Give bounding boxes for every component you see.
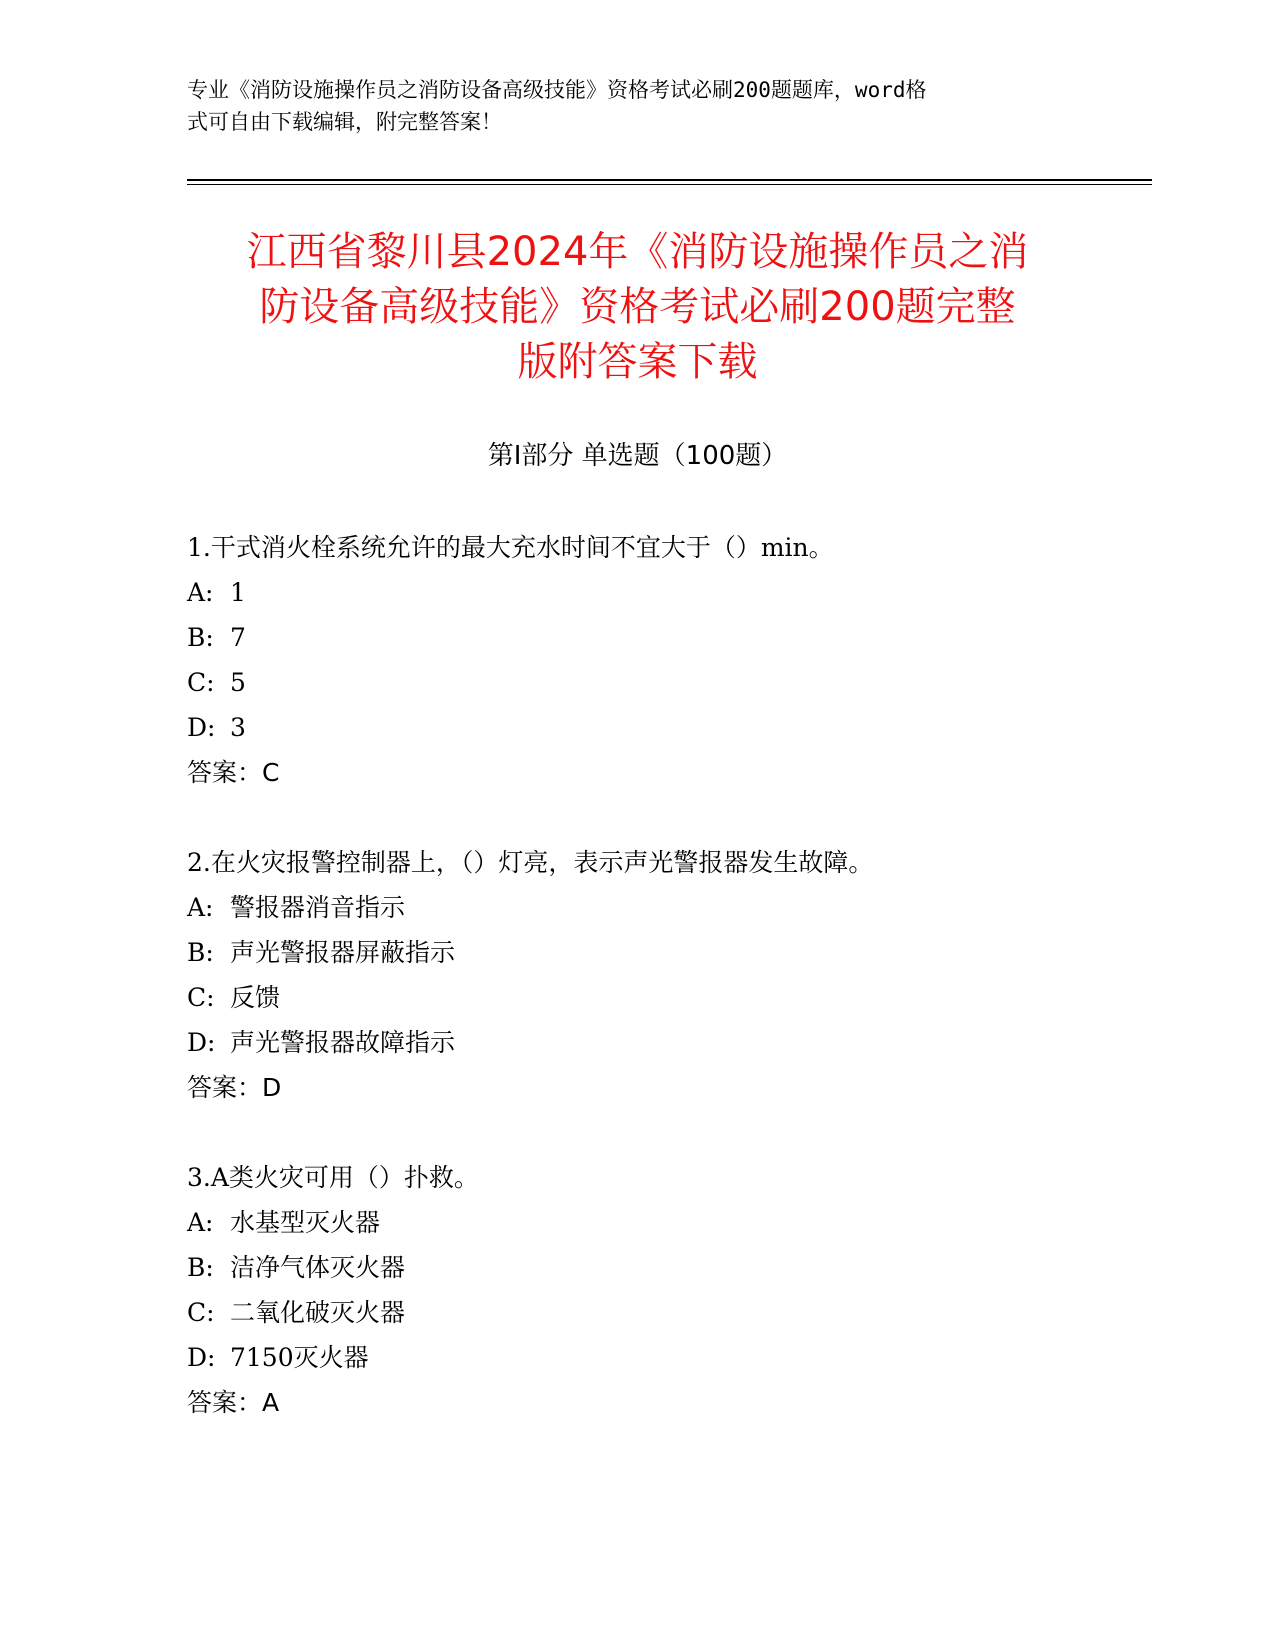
option-letter: A: xyxy=(187,1208,214,1237)
header-divider-thin xyxy=(187,184,1152,185)
option-text: 反馈 xyxy=(230,983,281,1012)
question-text: 1.干式消火栓系统允许的最大充水时间不宜大于（）min。 xyxy=(187,533,834,562)
option-letter: C: xyxy=(187,983,215,1012)
option-b xyxy=(187,1245,1147,1290)
option-c xyxy=(187,975,1147,1020)
answer-line: 答案：D xyxy=(187,1073,282,1102)
title-line-2: 防设备高级技能》资格考试必刷200题完整 xyxy=(259,284,1016,330)
option-letter: D: xyxy=(187,1028,216,1057)
option-d xyxy=(187,705,1147,750)
option-letter: A: xyxy=(187,893,214,922)
option-d xyxy=(187,1335,1147,1380)
header-note-line-1: 专业《消防设施操作员之消防设备高级技能》资格考试必刷200题题库，word格 xyxy=(187,78,927,102)
option-letter: B: xyxy=(187,623,214,652)
option-text: 水基型灭火器 xyxy=(230,1208,381,1237)
option-text: 洁净气体灭火器 xyxy=(230,1253,406,1282)
option-text: 二氧化破灭火器 xyxy=(230,1298,406,1327)
title-line-1: 江西省黎川县2024年《消防设施操作员之消 xyxy=(246,229,1029,275)
question-3 xyxy=(187,1155,1147,1425)
question-2 xyxy=(187,840,1147,1110)
section-heading: 第Ⅰ部分 单选题（100题） xyxy=(487,441,788,471)
option-a xyxy=(187,1200,1147,1245)
option-b xyxy=(187,930,1147,975)
option-letter: C: xyxy=(187,668,215,697)
option-text: 7150灭火器 xyxy=(230,1343,369,1372)
header-divider-thick xyxy=(187,179,1152,181)
question-list xyxy=(187,525,1147,1470)
header-note-line-2: 式可自由下载编辑，附完整答案！ xyxy=(187,110,502,134)
option-letter: B: xyxy=(187,1253,214,1282)
option-letter: B: xyxy=(187,938,214,967)
document-title xyxy=(150,225,1125,390)
option-text: 警报器消音指示 xyxy=(230,893,406,922)
answer-line: 答案：C xyxy=(187,758,280,787)
title-line-3: 版附答案下载 xyxy=(517,339,758,385)
header-note xyxy=(187,74,1067,138)
answer-line: 答案：A xyxy=(187,1388,280,1417)
option-letter: C: xyxy=(187,1298,215,1327)
option-text: 声光警报器故障指示 xyxy=(230,1028,456,1057)
question-text: 3.A类火灾可用（）扑救。 xyxy=(187,1163,479,1192)
option-c xyxy=(187,1290,1147,1335)
option-text: 1 xyxy=(230,578,246,607)
option-a xyxy=(187,570,1147,615)
option-c xyxy=(187,660,1147,705)
option-d xyxy=(187,1020,1147,1065)
option-letter: A: xyxy=(187,578,214,607)
option-text: 声光警报器屏蔽指示 xyxy=(230,938,456,967)
option-b xyxy=(187,615,1147,660)
question-1 xyxy=(187,525,1147,795)
option-text: 7 xyxy=(230,623,246,652)
option-text: 3 xyxy=(230,713,246,742)
option-a xyxy=(187,885,1147,930)
option-letter: D: xyxy=(187,1343,216,1372)
question-text: 2.在火灾报警控制器上，（）灯亮，表示声光警报器发生故障。 xyxy=(187,848,874,877)
option-text: 5 xyxy=(230,668,246,697)
option-letter: D: xyxy=(187,713,216,742)
